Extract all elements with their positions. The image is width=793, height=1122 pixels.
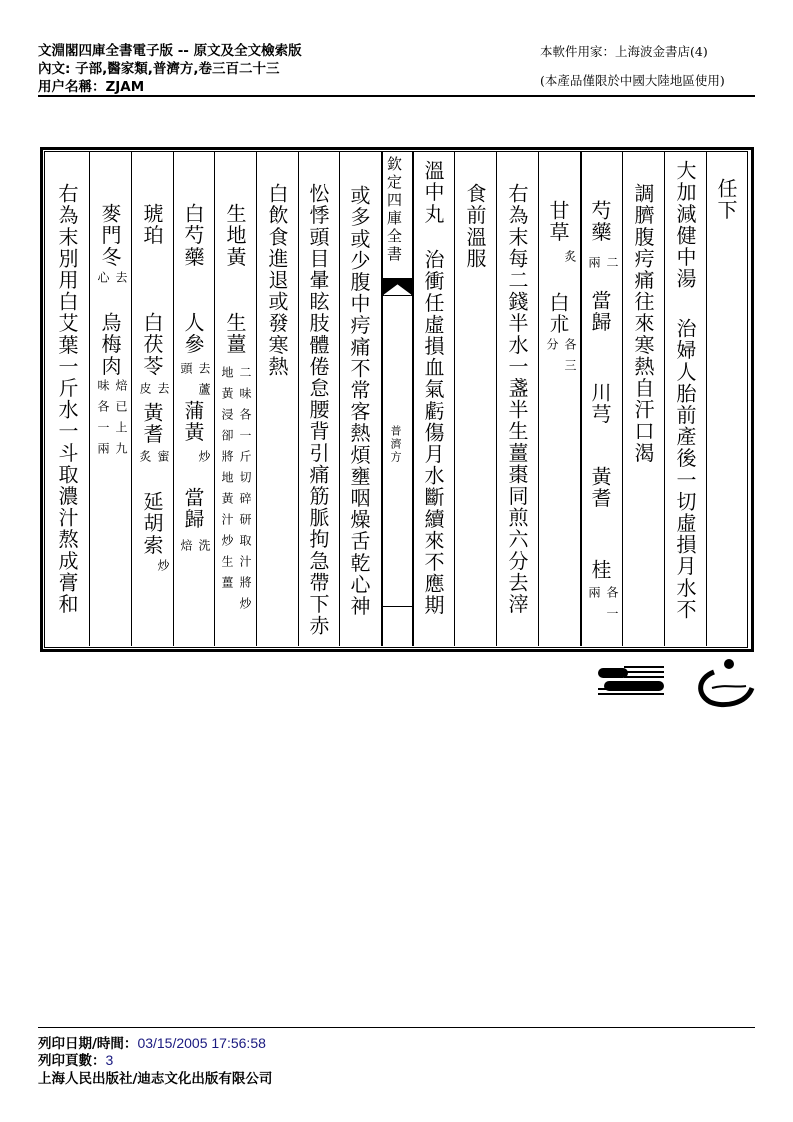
- column-divider: [381, 152, 383, 646]
- annotation: 二味各一斤切碎研取汁將炒: [238, 366, 252, 618]
- annotation: 二: [605, 256, 619, 277]
- ingredient: 麥門冬: [98, 203, 122, 268]
- ingredient: 黃耆: [140, 402, 164, 446]
- text-column: 治衝任虛損血氣虧傷月水斷續來不應期: [421, 249, 445, 617]
- column-divider: [173, 152, 174, 646]
- annotation: 炒: [197, 450, 211, 471]
- annotation: 洗: [197, 539, 211, 560]
- recipe-title: 大加減健中湯: [673, 160, 697, 290]
- print-pages-label: 列印頁數：: [38, 1053, 106, 1069]
- column-divider: [89, 152, 90, 646]
- column-divider: [256, 152, 257, 646]
- annotation: 兩: [587, 256, 601, 277]
- text-column: 白飲食進退或發寒熱: [265, 183, 289, 378]
- books-icon: [598, 666, 664, 695]
- column-divider: [131, 152, 132, 646]
- column-divider: [496, 152, 497, 646]
- publisher-logo: [596, 658, 756, 710]
- print-pages: [38, 1049, 113, 1069]
- user-name: 用户名稱：ZJAM: [38, 79, 145, 95]
- column-divider: [412, 152, 414, 646]
- column-divider: [298, 152, 299, 646]
- ingredient: 延胡索: [140, 491, 164, 556]
- annotation: 皮: [138, 382, 152, 403]
- text-column: 調臍腹疞痛往來寒熱自汗口渴: [631, 183, 655, 464]
- print-pages-value: 3: [105, 1052, 114, 1068]
- annotation: 去: [114, 271, 128, 292]
- ingredient: 當歸: [588, 290, 612, 334]
- annotation: 心: [96, 271, 110, 292]
- column-divider: [664, 152, 665, 646]
- annotation: 炙: [138, 450, 152, 471]
- licensee: 本軟件用家：上海波金書店(4): [540, 44, 708, 59]
- text-column: 忪悸頭目暈眩肢體倦怠腰背引痛筋脈拘急帶下赤: [306, 183, 330, 637]
- content-path: 內文: 子部,醫家類,普濟方,卷三百二十三: [38, 61, 280, 77]
- header-divider: [38, 95, 755, 97]
- ingredient: 當歸: [181, 487, 205, 531]
- ingredient: 白芍藥: [181, 203, 205, 268]
- annotation: 兩: [587, 586, 601, 607]
- annotation: 炙: [563, 250, 577, 271]
- recipe-title: 溫中丸: [421, 160, 445, 225]
- ingredient: 桂: [588, 559, 612, 581]
- fishtail-mark: [383, 278, 412, 296]
- annotation: 地黃浸卻將地黃汁炒生薑: [220, 366, 234, 597]
- column-divider: [538, 152, 539, 646]
- text-column: 食前溫服: [463, 183, 487, 270]
- ingredient: 白茯苓: [140, 312, 164, 377]
- annotation: 焙: [179, 539, 193, 560]
- column-divider: [214, 152, 215, 646]
- column-divider: [339, 152, 340, 646]
- text-column: 任下: [714, 178, 738, 222]
- annotation: 分: [545, 338, 559, 359]
- annotation: 炒: [156, 559, 170, 580]
- ingredient: 烏梅肉: [98, 312, 122, 377]
- ingredient: 蒲黃: [181, 400, 205, 444]
- section-title-band: 普濟方: [389, 425, 402, 464]
- ingredient: 琥珀: [140, 203, 164, 247]
- book-title-band: 欽定四庫全書: [385, 156, 403, 264]
- band-rule: [383, 606, 412, 607]
- annotation: 去: [156, 382, 170, 403]
- brush-circle-icon: [701, 659, 752, 705]
- column-divider: [706, 152, 707, 646]
- print-date-label: 列印日期/時間：: [38, 1036, 138, 1052]
- annotation: 蜜: [156, 450, 170, 471]
- ingredient: 生薑: [223, 312, 247, 356]
- text-column: 治婦人胎前產後一切虛損月水不: [673, 318, 697, 621]
- column-divider: [580, 152, 582, 646]
- ingredient: 川芎: [588, 382, 612, 426]
- annotation: 去蘆: [197, 362, 211, 404]
- text-column: 或多或少腹中疞痛不常客熱煩壅咽燥舌乾心神: [347, 185, 371, 617]
- column-divider: [622, 152, 623, 646]
- text-column: 右為末別用白艾葉一斤水一斗取濃汁熬成膏和: [55, 183, 79, 615]
- ingredient: 黃耆: [588, 466, 612, 510]
- region-notice: (本產品僅限於中國大陸地區使用): [540, 73, 725, 88]
- annotation: 味各一兩: [96, 379, 110, 463]
- print-date-value: 03/15/2005 17:56:58: [137, 1035, 266, 1051]
- ingredient: 白朮: [546, 292, 570, 336]
- ingredient: 生地黃: [223, 203, 247, 268]
- annotation: 焙已上九: [114, 379, 128, 463]
- ingredient: 甘草: [546, 200, 570, 244]
- annotation: 各三: [563, 338, 577, 380]
- annotation: 頭: [179, 362, 193, 383]
- footer-divider: [38, 1027, 755, 1028]
- edition-title: 文淵閣四庫全書電子版 -- 原文及全文檢索版: [38, 43, 302, 59]
- column-divider: [454, 152, 455, 646]
- ingredient: 人參: [181, 312, 205, 356]
- ingredient: 芍藥: [588, 200, 612, 244]
- annotation: 各一: [605, 586, 619, 628]
- text-column: 右為末每二錢半水一盞半生薑棗同煎六分去滓: [505, 183, 529, 615]
- publisher-name: 上海人民出版社/迪志文化出版有限公司: [38, 1071, 273, 1087]
